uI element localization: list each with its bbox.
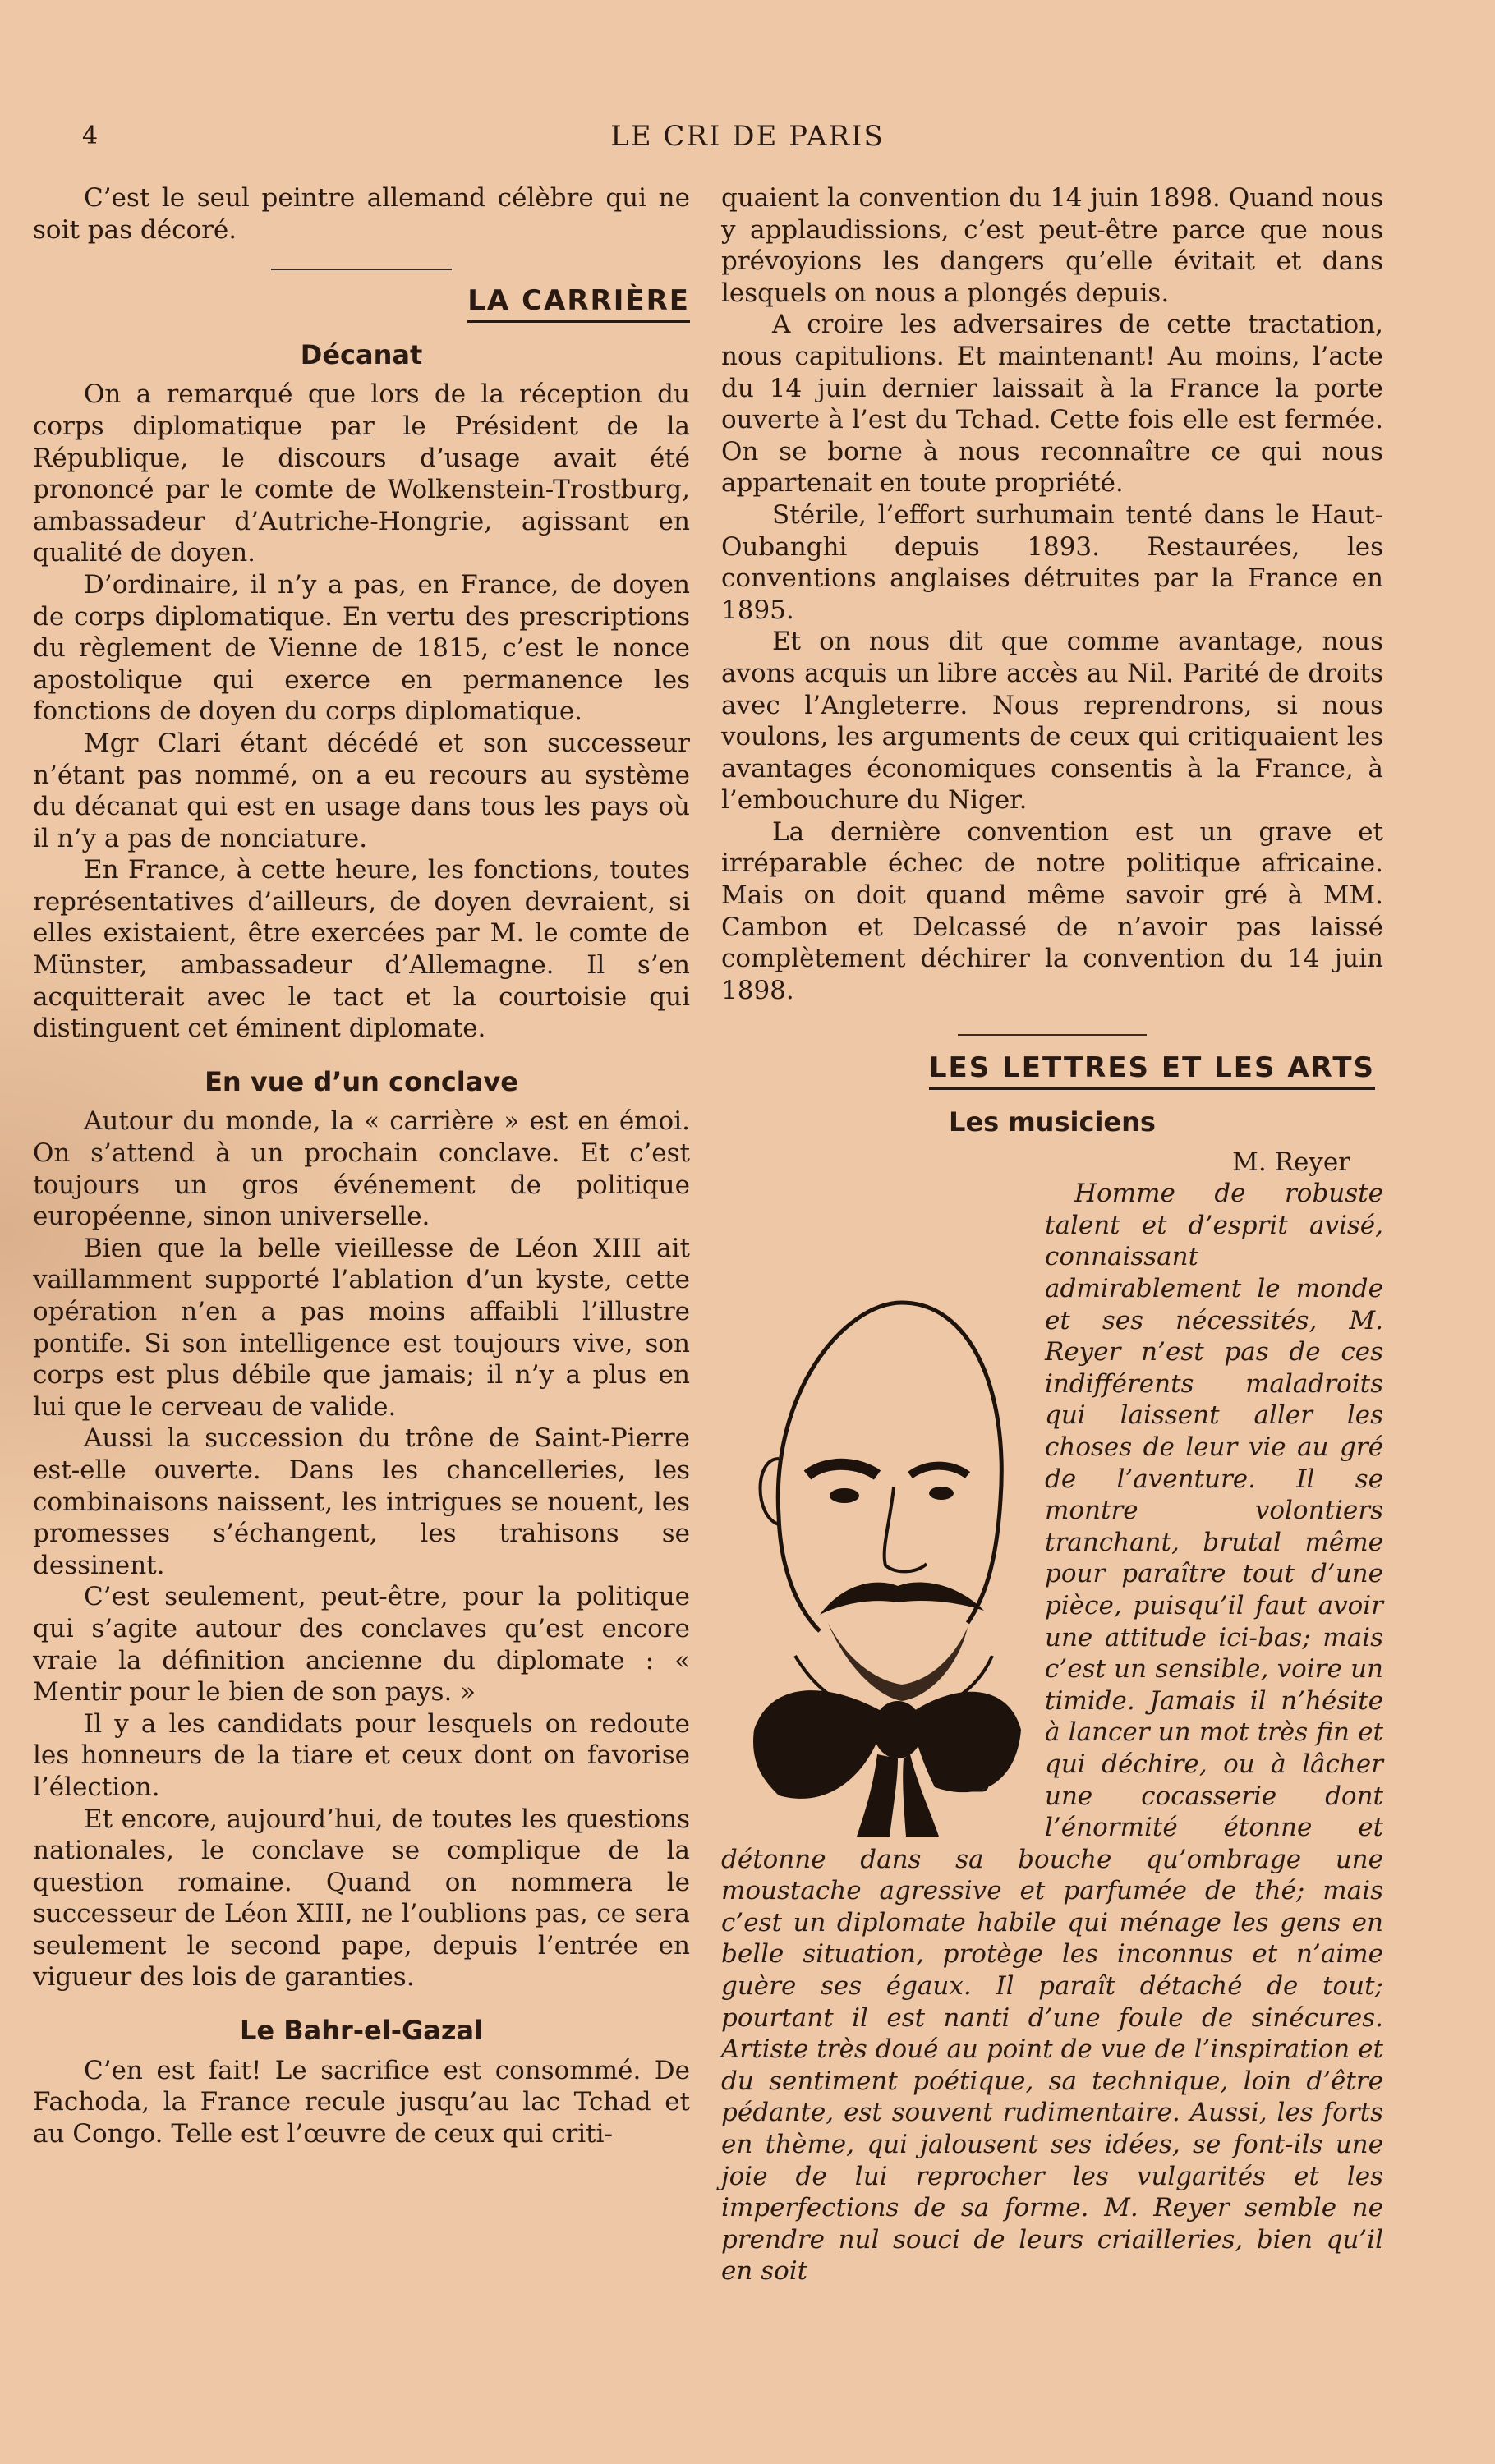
article-heading-decanat: Décanat: [300, 338, 423, 370]
intro-paragraph: C’est le seul peintre allemand célèbre qui ne soit pas décoré.: [33, 183, 690, 245]
paragraph: C’en est fait! Le sacrifice est consommé. De Fachoda, la France recule jusqu’au lac Tchad et au Congo. Telle est l’œuvre de ceux qui criti-: [33, 2055, 690, 2149]
portrait-monogram: FV: [956, 1768, 981, 1788]
paragraph: En France, à cette heure, les fonctions, toutes représentatives d’ailleurs, de doyen devraient, si elles existaient, être exercées par M. le comte de Münster, ambassadeur d’Allemagne. Il s’en acquitterait avec le tact et la courtoisie qui distinguent cet éminent diplomate.: [33, 855, 690, 1044]
left-column: [33, 182, 690, 2149]
paragraph: On a remarqué que lors de la réception du corps diplomatique par le Président de la République, le discours d’usage avait été prononcé par le comte de Wolkenstein-Trostburg, ambassadeur d’Autriche-Hongrie, agissant en qualité de doyen.: [33, 379, 690, 568]
section-title-la-carriere: LA CARRIÈRE: [467, 285, 690, 323]
paragraph: Bien que la belle vieillesse de Léon XIII ait vaillamment supporté l’ablation d’un kyste, cette opération n’en a pas moins affaibli l’illustre pontife. Si son intelligence est toujours vive, son corps est plus débile que jamais; il n’y a plus en lui que le cerveau de valide.: [33, 1233, 690, 1422]
journal-title: LE CRI DE PARIS: [610, 120, 885, 153]
paragraph: Et on nous dit que comme avantage, nous avons acquis un libre accès au Nil. Parité de droits avec l’Angleterre. Nous reprendrons, si nous voulons, les arguments de ceux qui critiquaient les avantages économiques consentis à la France, à l’embouchure du Niger.: [721, 627, 1383, 816]
paragraph: A croire les adversaires de cette tractation, nous capitulions. Et maintenant! Au moins, l’acte du 14 juin dernier laissait à la France la porte ouverte à l’est du Tchad. Cette fois elle est fermée. On se borne à nous reconnaître ce qui nous appartenait en toute propriété.: [721, 310, 1383, 499]
portrait-article: [721, 1178, 1383, 2287]
article-heading-conclave: En vue d’un conclave: [205, 1065, 518, 1097]
paragraph: Stérile, l’effort surhumain tenté dans le Haut-Oubanghi depuis 1893. Restaurées, les conventions anglaises détruites par la France en 1895.: [721, 499, 1383, 625]
paragraph: La dernière convention est un grave et irréparable échec de notre politique africaine. Mais on doit quand même savoir gré à MM. Cambon et Delcassé de n’avoir pas laissé complètement déchirer la convention du 14 juin 1898.: [721, 816, 1383, 1005]
paragraph: Autour du monde, la « carrière » est en émoi. On s’attend à un prochain conclave. Et c’est toujours un gros événement de politique européenne, sinon universelle.: [33, 1106, 690, 1232]
paragraph: Aussi la succession du trône de Saint-Pierre est-elle ouverte. Dans les chancelleries, les combinaisons naissent, les intrigues se nouent, les promesses s’échangent, les trahisons se dessinent.: [33, 1423, 690, 1580]
page-number: 4: [82, 122, 100, 150]
portrait-illustration: [721, 1270, 1033, 1837]
paragraph: Et encore, aujourd’hui, de toutes les questions nationales, le conclave se complique de la question romaine. Quand on nommera le successeur de Léon XIII, ne l’oublions pas, ce sera seulement le second pape, depuis l’entrée en vigueur des lois de garanties.: [33, 1804, 690, 1993]
divider-rule: [958, 1034, 1147, 1036]
paragraph: Mgr Clari étant décédé et son successeur n’étant pas nommé, on a eu recours au système du décanat qui est en usage dans tous les pays où il n’y a pas de nonciature.: [33, 728, 690, 853]
paragraph: quaient la convention du 14 juin 1898. Quand nous y applaudissions, c’est peut-être parce que nous prévoyions les dangers qu’elle évitait et dans lesquels on nous a plongés depuis.: [721, 183, 1383, 308]
divider-rule: [271, 269, 452, 270]
portrait-article-text: Homme de robuste talent et d’esprit avisé, connaissant admirablement le monde et ses nécessités, M. Reyer n’est pas de ces indifférents maladroits qui laissent aller les choses de leur vie au gré de l’aventure. Il se montre volontiers tranchant, brutal même pour paraître tout d’une pièce, puisqu’il faut avoir une attitude ici-bas; mais c’est un sensible, voire un timide. Jamais il n’hésite à lancer un mot très fin et qui déchire, ou à lâcher une cocasserie dont l’énormité étonne et détonne dans sa bouche qu’ombrage une moustache agressive et parfumée de thé; mais c’est un diplomate habile qui ménage les gens en belle situation, protège les inconnus et n’aime guère ses égaux. Il paraît détaché de tout; pourtant il est nanti d’une foule de sinécures. Artiste très doué au point de vue de l’inspiration et du sentiment poétique, sa technique, loin d’être pédante, est souvent rudimentaire. Aussi, les forts en thème, qui jalousent ses idées, se font-ils une joie de lui reprocher les vulgarités et les imperfections de sa forme. M. Reyer semble ne prendre nul souci de leurs criailleries, bien qu’il en soit: [721, 1179, 1383, 2287]
paragraph: D’ordinaire, il n’y a pas, en France, de doyen de corps diplomatique. En vertu des prescriptions du règlement de Vienne de 1815, c’est le nonce apostolique qui exerce en permanence les fonctions de doyen du corps diplomatique.: [33, 569, 690, 727]
page-header: [74, 115, 1421, 161]
article-heading-bahr-el-gazal: Le Bahr-el-Gazal: [239, 2015, 484, 2047]
article-heading-musiciens: Les musiciens: [949, 1106, 1156, 1138]
section-title-lettres-arts: LES LETTRES ET LES ARTS: [929, 1052, 1375, 1090]
paragraph: Il y a les candidats pour lesquels on redoute les honneurs de la tiare et ceux dont on favorise l’élection.: [33, 1708, 690, 1802]
byline: M. Reyer: [1232, 1147, 1350, 1177]
paragraph: C’est seulement, peut-être, pour la politique qui s’agite autour des conclaves qu’est encore vraie la définition ancienne du diplomate : « Mentir pour le bien de son pays. »: [33, 1582, 690, 1708]
right-column: [721, 182, 1383, 2287]
